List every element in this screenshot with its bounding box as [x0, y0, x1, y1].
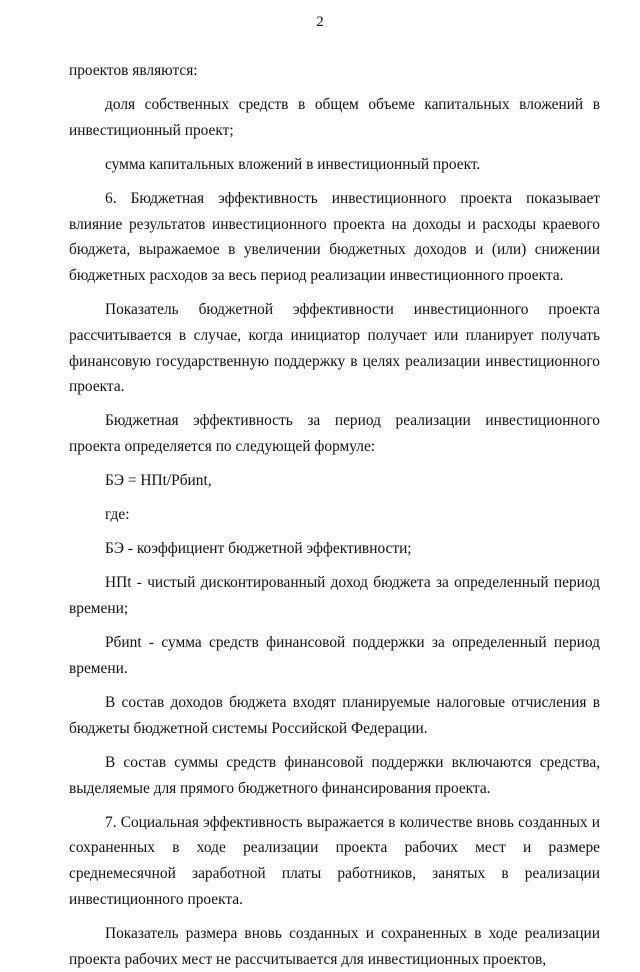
definition: Рбиnt - сумма средств финансовой поддержки за определенный период времени. [69, 634, 600, 677]
page-number: 2 [316, 14, 324, 30]
definition: БЭ - коэффициент бюджетной эффективности; [105, 540, 412, 558]
paragraph: Показатель размера вновь созданных и сохраненных в ходе реализации проекта рабочих мест не рассчитывается для инвестиционных проектов, [69, 924, 600, 968]
paragraph: проектов являются: [69, 62, 198, 79]
paragraph: В состав суммы средств финансовой поддержки включаются средства, выделяемые для прямого бюджетного финансирования проекта. [69, 753, 600, 797]
paragraph: Бюджетная эффективность за период реализации инвестиционного проекта определяется по следующей формуле: [69, 412, 600, 456]
paragraph: доля собственных средств в общем объеме капитальных вложений в инвестиционный проект; [69, 96, 600, 139]
paragraph: где: [105, 506, 130, 524]
paragraph: сумма капитальных вложений в инвестиционный проект. [105, 155, 481, 173]
definition: НПt - чистый дисконтированный доход бюджета за определенный период времени; [69, 574, 600, 618]
paragraph: 6. Бюджетная эффективность инвестиционного проекта показывает влияние результатов инвестиционного проекта на доходы и расходы краевого бюджета, выражаемое в увеличении бюджетных доходов и (или) снижении бюджетных расходов за весь период реализации инвестиционного проекта. [69, 189, 600, 285]
paragraph: В состав доходов бюджета входят планируемые налоговые отчисления в бюджеты бюджетной системы Российской Федерации. [69, 694, 600, 737]
formula: БЭ = НПt/Рбиnt, [105, 472, 212, 490]
paragraph: 7. Социальная эффективность выражается в количестве вновь созданных и сохраненных в ходе реализации проекта рабочих мест и размере среднемесячной заработной платы работников, занятых в реализации инвестиционного проекта. [69, 813, 600, 908]
document-body [69, 58, 600, 972]
paragraph: Показатель бюджетной эффективности инвестиционного проекта рассчитывается в случае, когда инициатор получает или планирует получать финансовую государственную поддержку в целях реализации инвестиционного проекта. [69, 301, 600, 396]
